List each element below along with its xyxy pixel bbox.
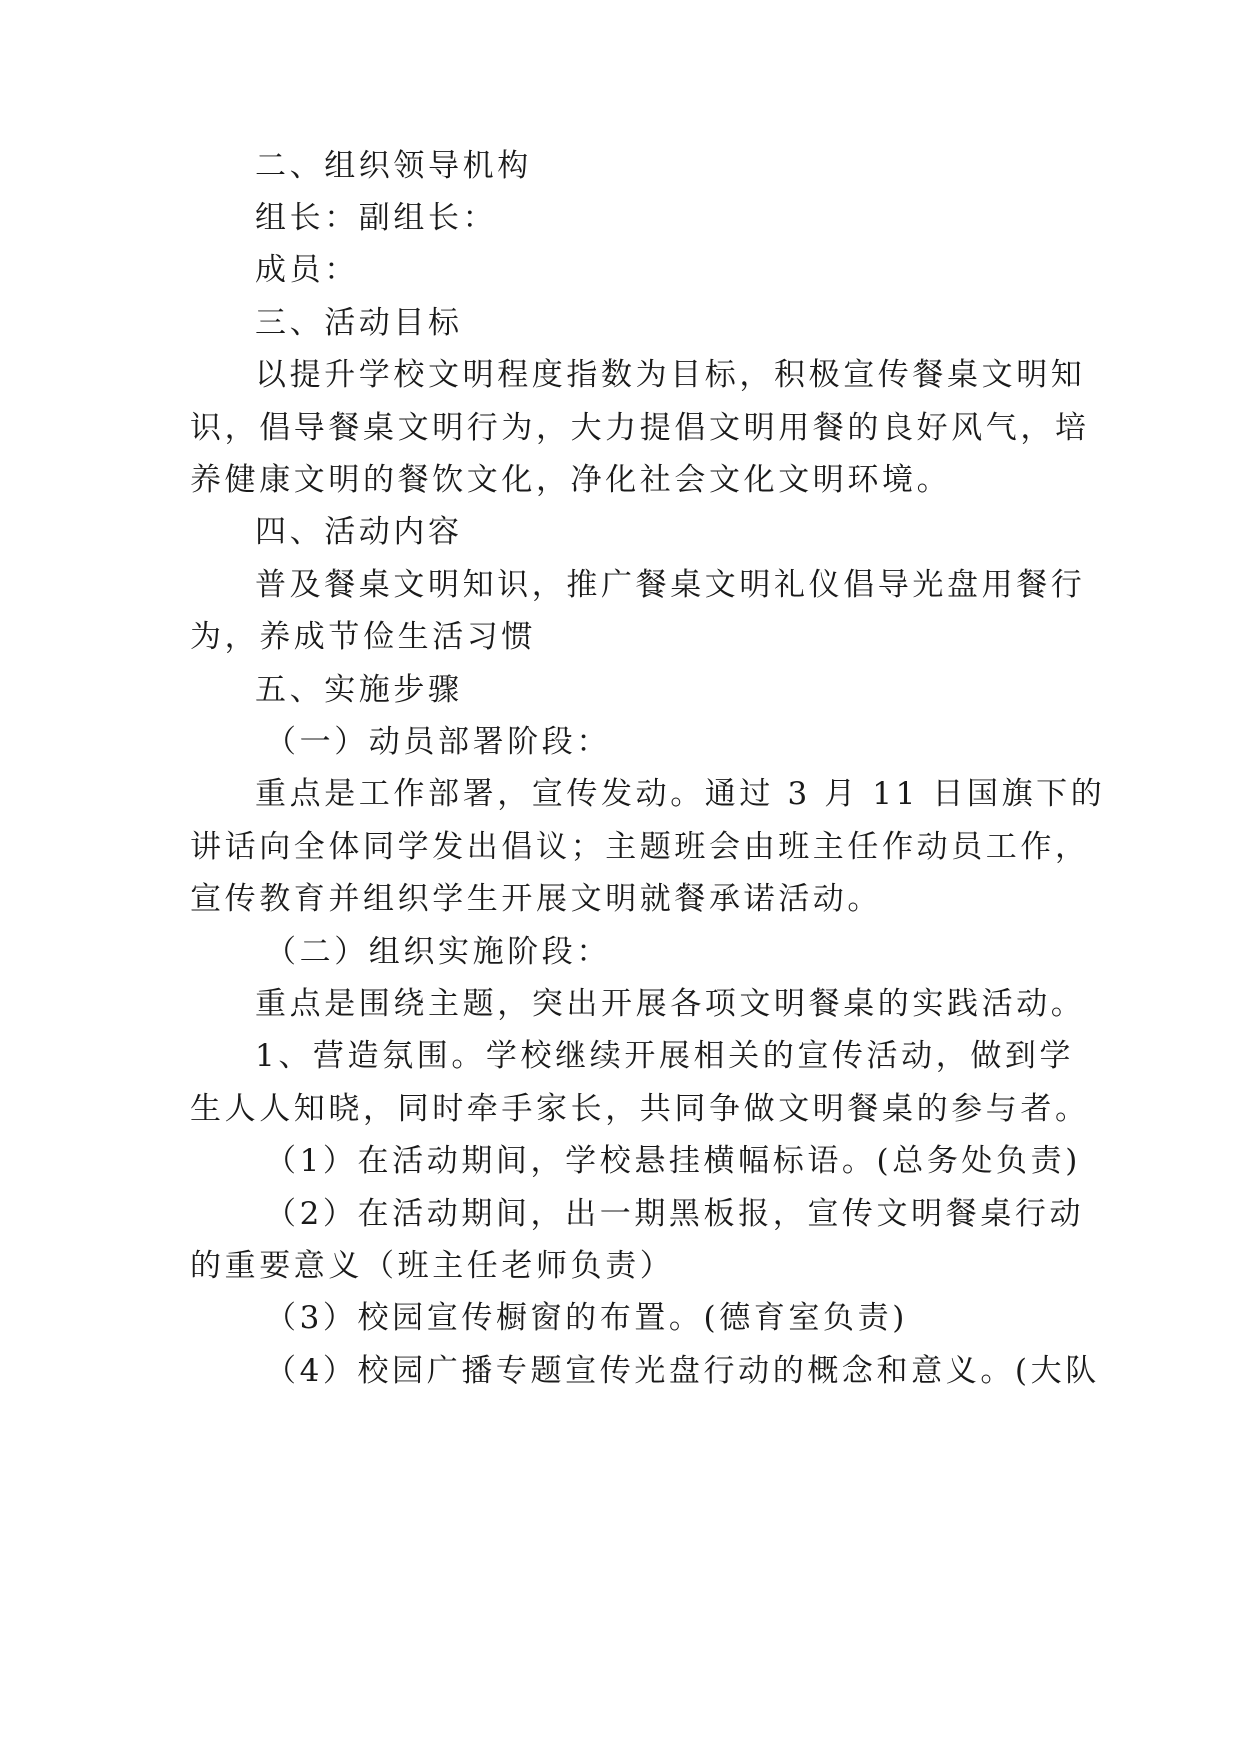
section-heading-organization: 二、组织领导机构 — [255, 148, 532, 184]
paragraph-line: 普及餐桌文明知识，推广餐桌文明礼仪倡导光盘用餐行 — [255, 567, 1086, 603]
list-item-4: （4）校园广播专题宣传光盘行动的概念和意义。(大队 — [265, 1353, 1100, 1389]
paragraph-line: 宣传教育并组织学生开展文明就餐承诺活动。 — [190, 881, 882, 917]
section-heading-content: 四、活动内容 — [255, 514, 463, 550]
paragraph-line: 为，养成节俭生活习惯 — [190, 619, 536, 655]
section-heading-goals: 三、活动目标 — [255, 305, 463, 341]
paragraph-line: 重点是围绕主题，突出开展各项文明餐桌的实践活动。 — [255, 986, 1086, 1022]
paragraph-line: 1、营造氛围。学校继续开展相关的宣传活动，做到学 — [255, 1038, 1075, 1074]
paragraph-line: 讲话向全体同学发出倡议；主题班会由班主任作动员工作， — [190, 829, 1090, 865]
list-item-2-continuation: 的重要意义（班主任老师负责） — [190, 1248, 675, 1284]
paragraph-line: 识，倡导餐桌文明行为，大力提倡文明用餐的良好风气，培 — [190, 410, 1090, 446]
list-item-3: （3）校园宣传橱窗的布置。(德育室负责) — [265, 1300, 908, 1336]
subsection-heading-implementation: （二）组织实施阶段： — [265, 934, 611, 970]
members-line: 成员： — [255, 252, 359, 288]
section-heading-steps: 五、实施步骤 — [255, 672, 463, 708]
paragraph-line: 重点是工作部署，宣传发动。通过 3 月 11 日国旗下的 — [255, 776, 1106, 812]
paragraph-line: 养健康文明的餐饮文化，净化社会文化文明环境。 — [190, 462, 952, 498]
leader-line: 组长：副组长： — [255, 200, 498, 236]
list-item-2: （2）在活动期间，出一期黑板报，宣传文明餐桌行动 — [265, 1196, 1085, 1232]
list-item-1: （1）在活动期间，学校悬挂横幅标语。(总务处负责) — [265, 1143, 1081, 1179]
subsection-heading-mobilization: （一）动员部署阶段： — [265, 724, 611, 760]
paragraph-line: 以提升学校文明程度指数为目标，积极宣传餐桌文明知 — [255, 357, 1086, 393]
paragraph-line: 生人人知晓，同时牵手家长，共同争做文明餐桌的参与者。 — [190, 1091, 1090, 1127]
